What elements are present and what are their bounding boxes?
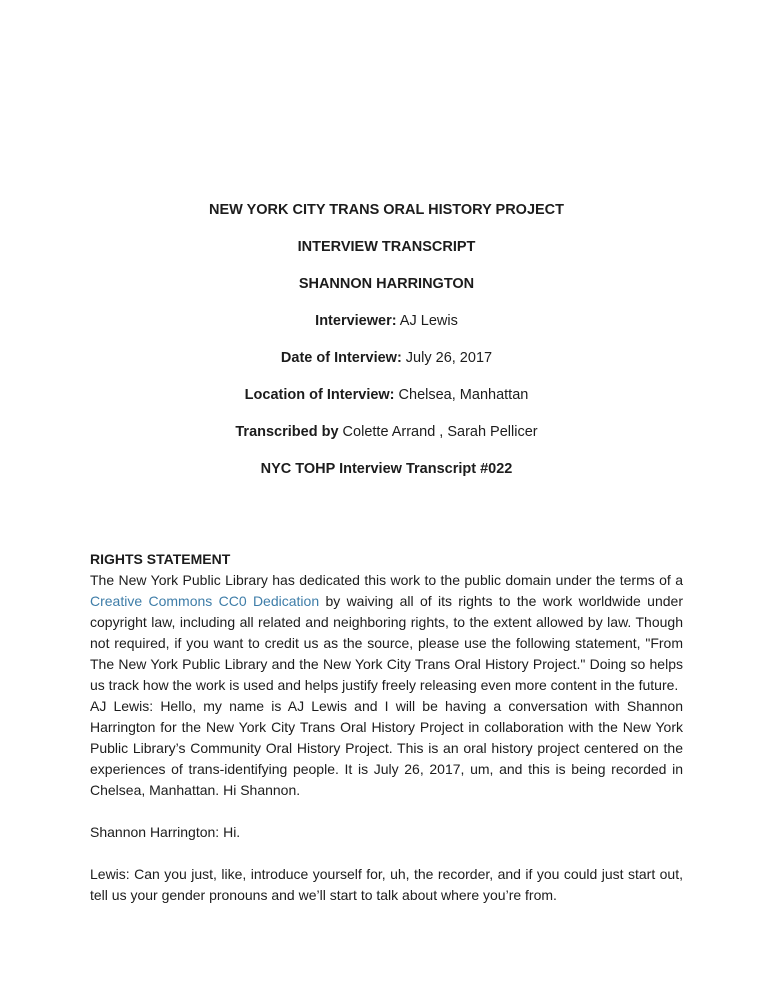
document-type: INTERVIEW TRANSCRIPT [297, 239, 476, 255]
transcribed-line [0, 425, 773, 440]
project-title: NEW YORK CITY TRANS ORAL HISTORY PROJECT [208, 202, 565, 218]
transcribed-label: Transcribed by [235, 424, 339, 440]
paragraph-shannon-greeting: Shannon Harrington: Hi. [90, 824, 241, 840]
interviewee-name: SHANNON HARRINGTON [298, 276, 475, 292]
location-label: Location of Interview: [244, 387, 395, 403]
transcribed-value: Colette Arrand , Sarah Pellicer [338, 424, 538, 440]
date-value: July 26, 2017 [401, 350, 493, 366]
paragraph-lewis-question: Lewis: Can you just, like, introduce yourself for, uh, the recorder, and if you could just start out, tell us your gender pronouns and we’ll start to talk about where you’re from. [90, 866, 683, 903]
date-label: Date of Interview: [280, 350, 402, 366]
cc0-dedication-link[interactable]: Creative Commons CC0 Dedication [90, 593, 320, 609]
transcript-header [0, 0, 773, 477]
location-line [0, 388, 773, 403]
location-value: Chelsea, Manhattan [394, 387, 529, 403]
date-line [0, 351, 773, 366]
rights-text-before-link: The New York Public Library has dedicated this work to the public domain under the terms of a [90, 572, 683, 588]
rights-statement-paragraph [90, 570, 683, 696]
interviewer-line [0, 314, 773, 329]
rights-statement-heading: RIGHTS STATEMENT [90, 551, 231, 567]
transcript-body [90, 549, 683, 906]
paragraph-aj-lewis-intro: AJ Lewis: Hello, my name is AJ Lewis and I will be having a conversation with Shannon Harrington for the New York City Trans Oral History Project in collaboration with the New York Public Library’s Community Oral History Project. This is an oral history project centered on the experiences of trans-identifying people. It is July 26, 2017, um, and this is being recorded in Chelsea, Manhattan. Hi Shannon. [90, 698, 683, 798]
transcript-number: NYC TOHP Interview Transcript #022 [260, 461, 513, 477]
interviewer-value: AJ Lewis [396, 313, 458, 329]
rights-text-after-link: by waiving all of its rights to the work worldwide under copyright law, including all related and neighboring rights, to the extent allowed by law. Though not required, if you want to credit us as the source, please use the following statement, "From The New York Public Library and the New York City Trans Oral History Project." Doing so helps us track how the work is used and helps justify freely releasing even more content in the future. [90, 593, 683, 693]
interviewer-label: Interviewer: [315, 313, 397, 329]
